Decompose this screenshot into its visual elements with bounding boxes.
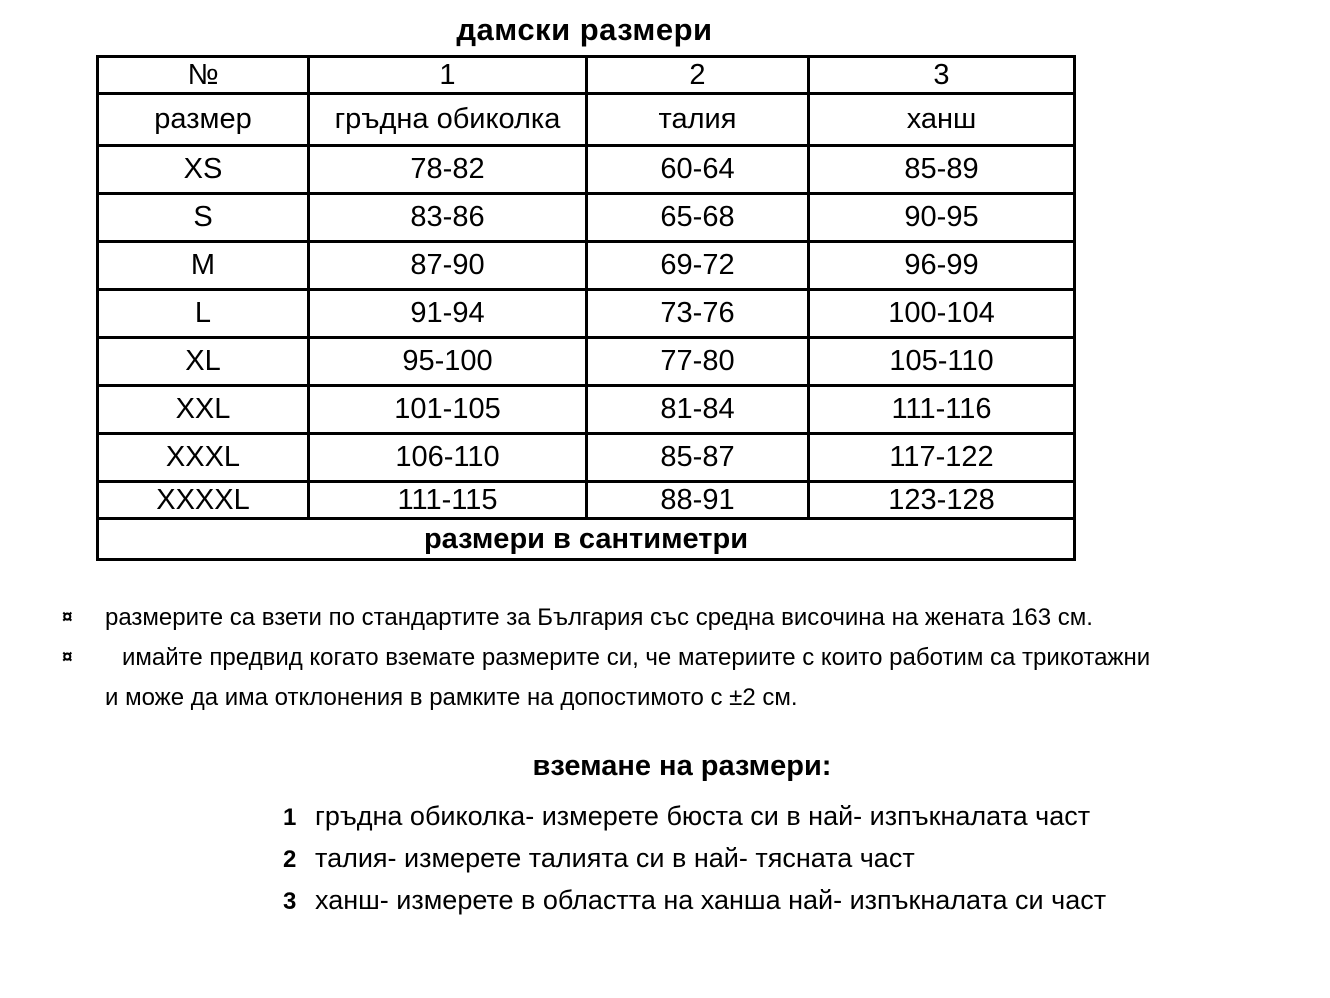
header-number-cell: 3 <box>809 57 1075 94</box>
waist-cell: 60-64 <box>587 146 809 194</box>
waist-cell: 69-72 <box>587 242 809 290</box>
bust-cell: 83-86 <box>309 194 587 242</box>
table-row <box>98 386 1075 434</box>
list-item-number: 1 <box>283 804 297 831</box>
notes-section <box>62 598 1330 718</box>
size-cell: M <box>98 242 309 290</box>
table-section <box>96 12 1073 561</box>
bust-cell: 106-110 <box>309 434 587 482</box>
table-row <box>98 338 1075 386</box>
list-item <box>283 796 1330 838</box>
size-cell: XXXXL <box>98 482 309 519</box>
header-label-cell: ханш <box>809 94 1075 146</box>
hips-cell: 96-99 <box>809 242 1075 290</box>
table-footer-row <box>98 519 1075 560</box>
hips-cell: 90-95 <box>809 194 1075 242</box>
table-row <box>98 194 1075 242</box>
list-item <box>283 880 1330 922</box>
bust-cell: 95-100 <box>309 338 587 386</box>
page-title: дамски размери <box>456 12 713 47</box>
note-item <box>62 638 1330 718</box>
header-label-cell: гръдна обиколка <box>309 94 587 146</box>
hips-cell: 85-89 <box>809 146 1075 194</box>
hips-cell: 105-110 <box>809 338 1075 386</box>
hips-cell: 111-116 <box>809 386 1075 434</box>
bust-cell: 78-82 <box>309 146 587 194</box>
waist-cell: 73-76 <box>587 290 809 338</box>
list-item-number: 3 <box>283 888 297 915</box>
note-text <box>105 598 1093 638</box>
table-row <box>98 242 1075 290</box>
size-cell: XXXL <box>98 434 309 482</box>
note-line: и може да има отклонения в рамките на допостимото с ±2 см. <box>105 684 798 711</box>
waist-cell: 81-84 <box>587 386 809 434</box>
currency-bullet-icon: ¤ <box>62 607 73 628</box>
header-label-cell: талия <box>587 94 809 146</box>
header-number-cell: 1 <box>309 57 587 94</box>
size-cell: XXL <box>98 386 309 434</box>
bust-cell: 101-105 <box>309 386 587 434</box>
note-line: имайте предвид когато вземате размерите си, че материите с които работим са трикотажни <box>122 644 1151 671</box>
hips-cell: 100-104 <box>809 290 1075 338</box>
table-row-header-numbers <box>98 57 1075 94</box>
table-row <box>98 482 1075 519</box>
header-number-cell: 2 <box>587 57 809 94</box>
waist-cell: 77-80 <box>587 338 809 386</box>
bust-cell: 91-94 <box>309 290 587 338</box>
header-number-cell: № <box>98 57 309 94</box>
currency-bullet-icon: ¤ <box>62 647 73 668</box>
note-line: размерите са взети по стандартите за България със средна височина на жената 163 см. <box>105 604 1093 631</box>
table-row <box>98 290 1075 338</box>
list-item-text: талия- измерете талията си в най- тясната част <box>315 843 915 873</box>
measuring-heading: вземане на размери: <box>532 750 832 782</box>
size-cell: XS <box>98 146 309 194</box>
header-label-cell: размер <box>98 94 309 146</box>
measuring-section <box>0 749 1330 922</box>
list-item <box>283 838 1330 880</box>
size-cell: L <box>98 290 309 338</box>
hips-cell: 123-128 <box>809 482 1075 519</box>
waist-cell: 88-91 <box>587 482 809 519</box>
waist-cell: 85-87 <box>587 434 809 482</box>
measuring-list <box>283 796 1330 922</box>
table-row-header-labels <box>98 94 1075 146</box>
list-item-text: ханш- измерете в областта на ханша най- изпъкналата си част <box>315 885 1107 915</box>
waist-cell: 65-68 <box>587 194 809 242</box>
size-cell: XL <box>98 338 309 386</box>
table-row <box>98 434 1075 482</box>
hips-cell: 117-122 <box>809 434 1075 482</box>
bust-cell: 87-90 <box>309 242 587 290</box>
note-item <box>62 598 1330 638</box>
list-item-number: 2 <box>283 846 297 873</box>
note-text <box>105 638 1150 718</box>
size-table <box>96 55 1076 561</box>
table-row <box>98 146 1075 194</box>
list-item-text: гръдна обиколка- измерете бюста си в най- изпъкналата част <box>315 801 1091 831</box>
size-cell: S <box>98 194 309 242</box>
table-footer: размери в сантиметри <box>98 519 1075 560</box>
bust-cell: 111-115 <box>309 482 587 519</box>
